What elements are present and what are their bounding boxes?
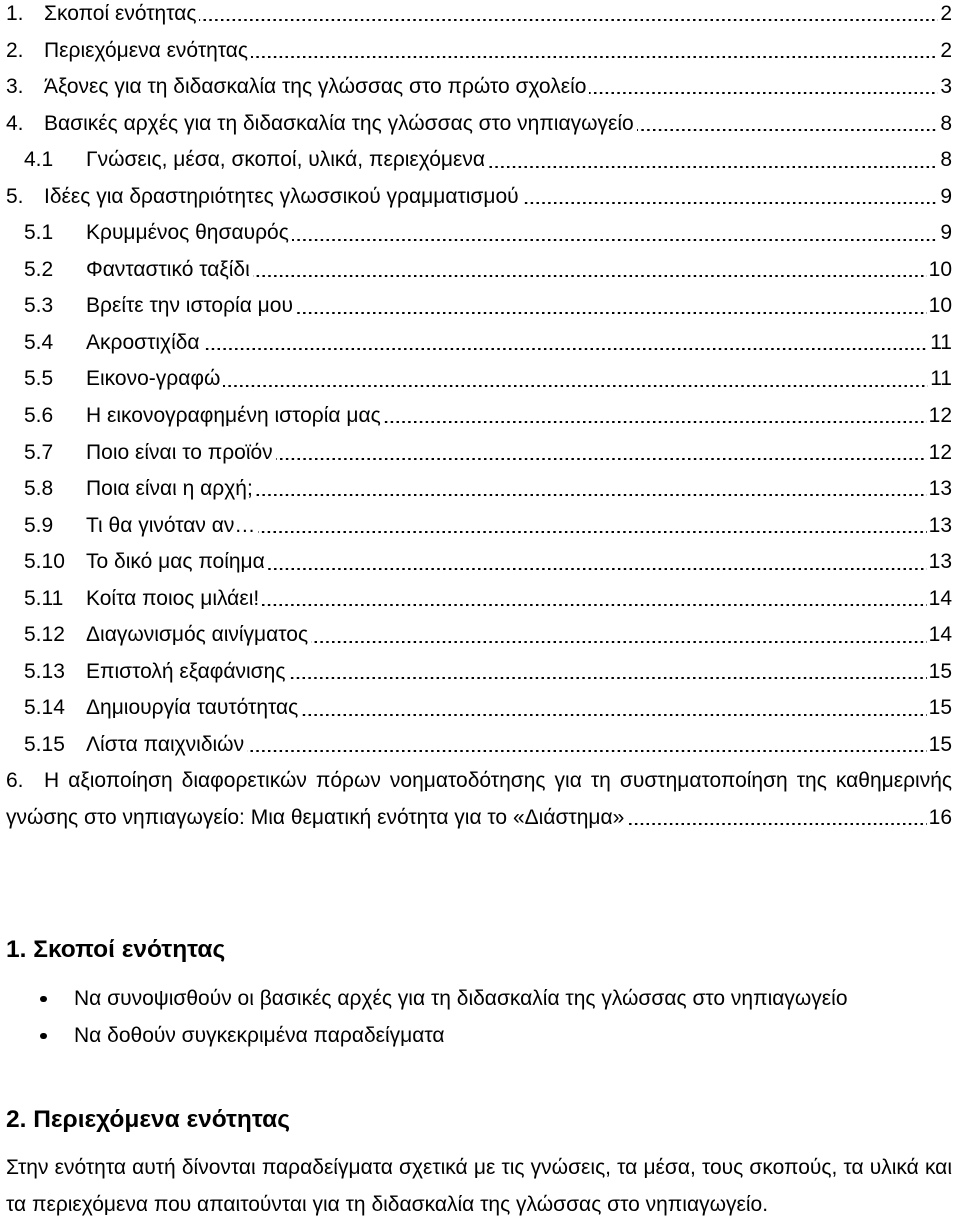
dot-leader <box>199 0 938 29</box>
toc-entry-number: 4. <box>6 111 24 135</box>
toc-entry[interactable] <box>6 73 952 110</box>
bullet-icon <box>40 1033 47 1040</box>
body-paragraph: Στην ενότητα αυτή δίνονται παραδείγματα σχετικά με τις γνώσεις, τα μέσα, τους σκοπούς, τα υλικά και τα περιεχόμενα που απαιτούνται για τη διδασκαλία της γλώσσας στο νηπιαγωγείο. <box>6 1155 952 1216</box>
toc-entry-number: 5.4 <box>24 330 54 354</box>
toc-entry[interactable] <box>6 548 952 585</box>
toc-entry-page: 12 <box>928 404 952 428</box>
bullet-icon <box>40 996 47 1003</box>
toc-entry-title: Τι θα γινόταν αν… <box>86 513 256 537</box>
toc-entry[interactable] <box>6 183 952 220</box>
toc-entry[interactable] <box>6 0 952 37</box>
toc-entry-line <box>6 767 952 804</box>
toc-entry-number: 5.11 <box>24 586 64 610</box>
toc-entry[interactable] <box>6 146 952 183</box>
toc-entry-title: Άξονες για τη διδασκαλία της γλώσσας στο πρώτο σχολείο <box>44 75 587 99</box>
toc-entry-title: Σκοποί ενότητας <box>44 2 197 25</box>
toc-entry[interactable] <box>6 694 952 731</box>
toc-entry-line <box>6 804 952 841</box>
toc-entry[interactable] <box>6 219 952 256</box>
dot-leader <box>268 548 927 577</box>
toc-entry-number: 5.10 <box>24 550 65 574</box>
toc-entry-number: 5.12 <box>24 623 65 647</box>
toc-entry-page: 13 <box>928 550 952 574</box>
dot-leader <box>288 658 926 687</box>
toc-entry-page: 2 <box>940 38 952 62</box>
toc-entry-number: 5. <box>6 184 24 208</box>
toc-entry-number: 5.15 <box>24 732 65 756</box>
toc-entry-page: 3 <box>940 75 952 99</box>
toc-entry-title: Βασικές αρχές για τη διδασκαλία της γλώσσας στο νηπιαγωγείο <box>44 111 634 135</box>
toc-entry-page: 13 <box>928 477 952 501</box>
toc-entry[interactable] <box>6 256 952 293</box>
toc-entry[interactable] <box>6 365 952 402</box>
toc-entry-number: 5.9 <box>24 513 54 537</box>
toc-entry-page: 14 <box>928 623 952 647</box>
toc-entry-title: Διαγωνισμός αινίγματος <box>86 623 309 647</box>
list-item-text: Να συνοψισθούν οι βασικές αρχές για τη διδασκαλία της γλώσσας στο νηπιαγωγείο <box>74 987 848 1010</box>
toc-entry-number: 3. <box>6 75 24 99</box>
dot-leader <box>276 439 927 468</box>
toc-entry[interactable] <box>6 37 952 74</box>
toc-entry-number: 5.7 <box>24 440 54 464</box>
dot-leader <box>292 219 938 248</box>
toc-entry-number: 6. <box>6 769 24 793</box>
toc-entry[interactable] <box>6 292 952 329</box>
toc-entry-number: 5.1 <box>24 221 54 245</box>
toc-entry-number: 5.14 <box>24 696 65 720</box>
toc-entry-page: 9 <box>940 221 952 245</box>
toc-entry-number: 5.3 <box>24 294 54 318</box>
toc-entry-number: 5.13 <box>24 659 65 683</box>
toc-entry-title: Κοίτα ποιος μιλάει! <box>86 586 260 610</box>
toc-entry-title: Κρυμμένος θησαυρός <box>86 221 289 245</box>
toc-entry-title: Ακροστιχίδα <box>86 330 200 354</box>
toc-entry[interactable] <box>6 585 952 622</box>
toc-entry-number: 5.8 <box>24 477 54 501</box>
dot-leader <box>627 804 926 833</box>
toc-entry-title: Εικονο-γραφώ <box>86 367 221 391</box>
toc-entry-number: 5.6 <box>24 404 54 428</box>
table-of-contents <box>6 0 952 841</box>
toc-entry-page: 15 <box>928 732 952 756</box>
toc-entry-number: 5.2 <box>24 257 54 281</box>
toc-entry-title: Ποιο είναι το προϊόν <box>86 440 273 464</box>
toc-entry-page: 11 <box>930 330 952 354</box>
dot-leader <box>247 731 927 760</box>
toc-entry[interactable] <box>6 731 952 768</box>
bullet-list <box>0 980 960 1054</box>
toc-entry-title: Δημιουργία ταυτότητας <box>86 696 299 720</box>
toc-entry-page: 2 <box>940 2 952 25</box>
toc-entry[interactable] <box>6 475 952 512</box>
dot-leader <box>311 621 927 650</box>
toc-entry-title: Ιδέες για δραστηριότητες γλωσσικού γραμματισμού <box>44 184 519 208</box>
dot-leader <box>262 585 926 614</box>
toc-entry-title: Περιεχόμενα ενότητας <box>44 38 249 62</box>
toc-entry-number: 5.5 <box>24 367 54 391</box>
toc-entry-page: 8 <box>940 148 952 172</box>
toc-entry[interactable] <box>6 439 952 476</box>
dot-leader <box>589 73 938 102</box>
dot-leader <box>223 365 928 394</box>
list-item-text: Να δοθούν συγκεκριμένα παραδείγματα <box>74 1024 445 1047</box>
toc-entry-title: Η αξιοποίηση διαφορετικών πόρων νοηματοδότησης για τη συστηματοποίηση της καθημερινής <box>44 769 952 793</box>
toc-entry-page: 9 <box>940 184 952 208</box>
dot-leader <box>256 475 927 504</box>
toc-entry-title: Ποια είναι η αρχή; <box>86 477 253 501</box>
toc-entry-title: Επιστολή εξαφάνισης <box>86 659 286 683</box>
toc-entry[interactable] <box>6 621 952 658</box>
dot-leader <box>251 37 938 66</box>
toc-entry-page: 15 <box>928 696 952 720</box>
dot-leader <box>637 110 939 139</box>
toc-entry-page: 15 <box>928 659 952 683</box>
toc-entry-page: 13 <box>928 513 952 537</box>
toc-entry-title: Γνώσεις, μέσα, σκοποί, υλικά, περιεχόμενα <box>86 148 486 172</box>
toc-entry-page: 12 <box>928 440 952 464</box>
dot-leader <box>258 512 926 541</box>
toc-entry-number: 2. <box>6 38 24 62</box>
toc-entry[interactable] <box>6 658 952 695</box>
toc-entry-title: Βρείτε την ιστορία μου <box>86 294 293 318</box>
toc-entry-number: 1. <box>6 2 24 25</box>
toc-entry-title: Το δικό μας ποίημα <box>86 550 265 574</box>
toc-entry-title: Η εικονογραφημένη ιστορία μας <box>86 404 381 428</box>
dot-leader <box>384 402 927 431</box>
toc-entry[interactable] <box>6 329 952 366</box>
dot-leader <box>296 292 927 321</box>
toc-entry-page: 14 <box>928 586 952 610</box>
dot-leader <box>488 146 938 175</box>
toc-entry-title: Φανταστικό ταξίδι <box>86 257 250 281</box>
list-item <box>0 1017 960 1054</box>
dot-leader <box>253 256 927 285</box>
toc-entry-title-continued: γνώσης στο νηπιαγωγείο: Μια θεματική ενότητα για το «Διάστημα» <box>6 806 625 830</box>
toc-entry-page: 11 <box>930 367 952 391</box>
section-heading: 2. Περιεχόμενα ενότητας <box>6 1106 290 1133</box>
list-item <box>0 980 960 1017</box>
dot-leader <box>203 329 929 358</box>
toc-entry[interactable] <box>6 402 952 439</box>
toc-entry-page: 16 <box>928 806 952 830</box>
dot-leader <box>301 694 926 723</box>
toc-entry-number: 4.1 <box>24 148 54 172</box>
toc-entry[interactable] <box>6 512 952 549</box>
toc-entry[interactable] <box>6 110 952 147</box>
toc-entry-page: 10 <box>928 257 952 281</box>
section-heading: 1. Σκοποί ενότητας <box>6 936 226 963</box>
toc-entry[interactable] <box>6 767 952 840</box>
toc-entry-title: Λίστα παιχνιδιών <box>86 732 245 756</box>
dot-leader <box>522 183 939 212</box>
toc-entry-page: 8 <box>940 111 952 135</box>
toc-entry-page: 10 <box>928 294 952 318</box>
